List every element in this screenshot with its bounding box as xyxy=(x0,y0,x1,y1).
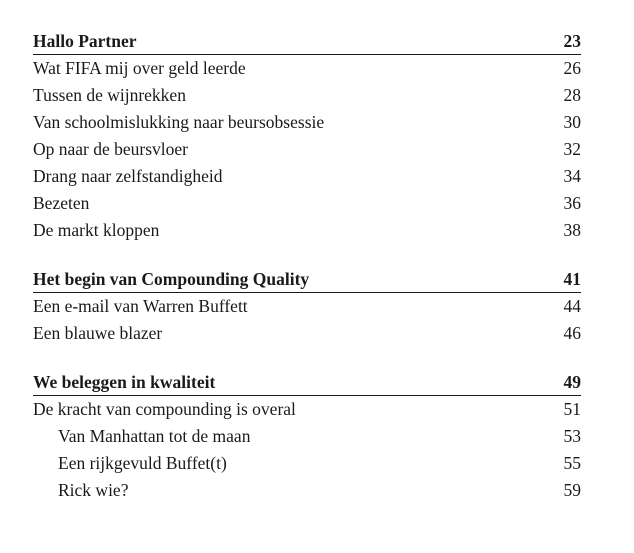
page-number: 32 xyxy=(563,139,581,159)
section-heading[interactable] xyxy=(33,369,581,396)
toc-section xyxy=(33,266,581,347)
toc-section xyxy=(33,28,581,244)
section-title: We beleggen in kwaliteit xyxy=(33,372,216,392)
toc-entry[interactable] xyxy=(33,163,581,190)
entry-title: Een e-mail van Warren Buffett xyxy=(33,296,248,316)
toc-section xyxy=(33,369,581,504)
page-number: 59 xyxy=(563,480,581,500)
entry-title: Wat FIFA mij over geld leerde xyxy=(33,58,246,78)
page-number: 49 xyxy=(563,372,581,392)
page-number: 44 xyxy=(563,296,581,316)
toc-entry[interactable] xyxy=(33,55,581,82)
page-number: 26 xyxy=(563,58,581,78)
entry-title: Rick wie? xyxy=(58,480,129,500)
toc-entry[interactable] xyxy=(33,320,581,347)
entry-title: Een blauwe blazer xyxy=(33,323,163,343)
page-number: 36 xyxy=(563,193,581,213)
entry-title: Van Manhattan tot de maan xyxy=(58,426,251,446)
page-number: 46 xyxy=(563,323,581,343)
entry-title: Van schoolmislukking naar beursobsessie xyxy=(33,112,325,132)
page-number: 28 xyxy=(563,85,581,105)
page-number: 53 xyxy=(563,426,581,446)
section-heading[interactable] xyxy=(33,266,581,293)
toc-subentry[interactable] xyxy=(33,477,581,504)
toc-entry[interactable] xyxy=(33,109,581,136)
toc-entry[interactable] xyxy=(33,190,581,217)
page-number: 41 xyxy=(563,269,581,289)
entry-title: Tussen de wijnrekken xyxy=(33,85,186,105)
section-heading[interactable] xyxy=(33,28,581,55)
page-number: 38 xyxy=(563,220,581,240)
page-number: 23 xyxy=(563,31,581,51)
toc-entry[interactable] xyxy=(33,136,581,163)
entry-title: De markt kloppen xyxy=(33,220,160,240)
toc-subentry[interactable] xyxy=(33,423,581,450)
toc-subentry[interactable] xyxy=(33,450,581,477)
toc-entry[interactable] xyxy=(33,217,581,244)
page-number: 30 xyxy=(563,112,581,132)
entry-title: Drang naar zelfstandigheid xyxy=(33,166,223,186)
table-of-contents xyxy=(33,28,581,526)
toc-entry[interactable] xyxy=(33,396,581,423)
entry-title: Bezeten xyxy=(33,193,90,213)
page-number: 34 xyxy=(563,166,581,186)
entry-title: Een rijkgevuld Buffet(t) xyxy=(58,453,227,473)
toc-entry[interactable] xyxy=(33,82,581,109)
section-title: Het begin van Compounding Quality xyxy=(33,269,310,289)
page-number: 55 xyxy=(563,453,581,473)
entry-title: De kracht van compounding is overal xyxy=(33,399,296,419)
section-title: Hallo Partner xyxy=(33,31,137,51)
entry-title: Op naar de beursvloer xyxy=(33,139,189,159)
page-number: 51 xyxy=(563,399,581,419)
toc-entry[interactable] xyxy=(33,293,581,320)
